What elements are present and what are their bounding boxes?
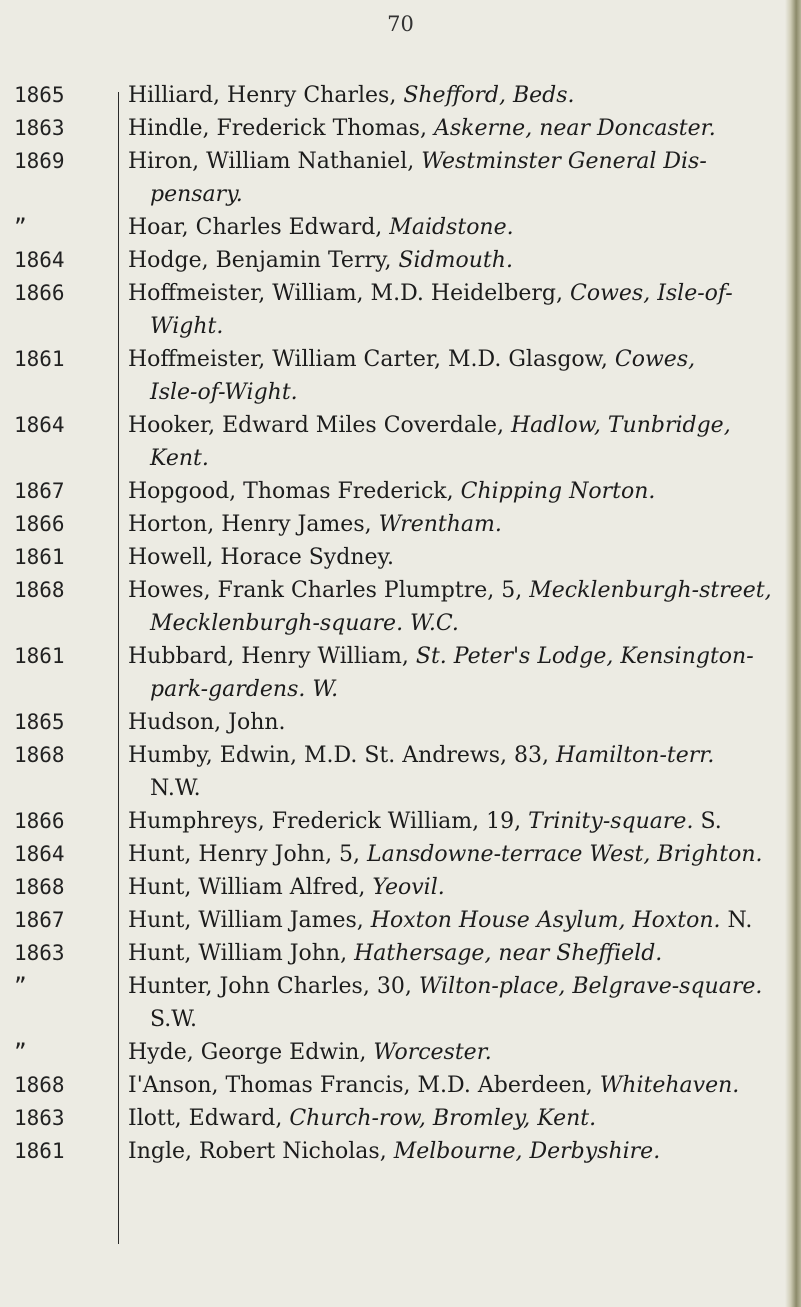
entry-text (112, 1102, 788, 1135)
entry-year: 1866 (14, 809, 65, 833)
entry-place: Church-row, Bromley, Kent. (289, 1106, 597, 1131)
entry-name: Hilliard, Henry Charles, (128, 83, 404, 108)
entry-text (112, 706, 788, 739)
entry-text (112, 475, 788, 508)
entry-year: 1868 (14, 578, 65, 602)
entry-text (112, 871, 788, 904)
entry-year: 1866 (14, 281, 65, 305)
entry-row (0, 1069, 790, 1102)
entry-name: Hunt, William Alfred, (128, 875, 373, 900)
entry-place: Cowes, Isle-of- (569, 281, 733, 306)
entry-text (112, 541, 788, 574)
entry-row (0, 574, 790, 640)
entry-continuation: Isle-of-Wight. (150, 380, 298, 405)
entry-row (0, 937, 790, 970)
entry-row (0, 409, 790, 475)
entry-year: 1867 (14, 908, 65, 932)
entry-row (0, 112, 790, 145)
entry-place: Hamilton-terr. (555, 743, 715, 768)
entry-place: Sidmouth. (398, 248, 513, 273)
entry-year: 1861 (14, 545, 65, 569)
entry-row (0, 211, 790, 244)
entry-place: Mecklenburgh-street, (529, 578, 772, 603)
entry-text (112, 838, 788, 871)
entry-tail: N. (720, 908, 753, 933)
entry-name: Hodge, Benjamin Terry, (128, 248, 399, 273)
entry-continuation: Kent. (150, 446, 209, 471)
entry-year: ” (14, 215, 27, 239)
entry-text (112, 244, 788, 277)
entry-name: Hunt, William John, (128, 941, 355, 966)
entry-row (0, 640, 790, 706)
entry-name: Humphreys, Frederick William, 19, (128, 809, 529, 834)
entry-text (112, 112, 788, 145)
entry-year: 1868 (14, 743, 65, 767)
entry-name: Humby, Edwin, M.D. St. Andrews, 83, (128, 743, 556, 768)
entry-text (112, 79, 788, 112)
entry-year: 1866 (14, 512, 65, 536)
entry-list (0, 79, 790, 1168)
entry-place: Wrentham. (378, 512, 502, 537)
entry-row (0, 343, 790, 409)
entry-row (0, 838, 790, 871)
entry-year: 1861 (14, 644, 65, 668)
entry-year: 1867 (14, 479, 65, 503)
entry-year: 1863 (14, 116, 65, 140)
entry-row (0, 739, 790, 805)
entry-year: 1861 (14, 347, 65, 371)
entry-text (112, 970, 788, 1036)
entry-year: 1865 (14, 710, 65, 734)
entry-name: Horton, Henry James, (128, 512, 379, 537)
entry-text (112, 508, 788, 541)
entry-text (112, 145, 788, 211)
entry-name: Hunt, William James, (128, 908, 371, 933)
entry-place: Hadlow, Tunbridge, (510, 413, 731, 438)
entry-text (112, 277, 788, 343)
entry-place: Cowes, (614, 347, 696, 372)
entry-name: Hudson, John. (128, 710, 286, 735)
entry-text (112, 409, 788, 475)
entry-text (112, 211, 788, 244)
entry-year: 1865 (14, 83, 65, 107)
entry-name: Hooker, Edward Miles Coverdale, (128, 413, 511, 438)
entry-text (112, 1135, 788, 1168)
entry-row (0, 79, 790, 112)
entry-year: 1863 (14, 941, 65, 965)
entry-name: Hindle, Frederick Thomas, (128, 116, 434, 141)
entry-row (0, 1102, 790, 1135)
entry-continuation: Mecklenburgh-square. W.C. (150, 611, 459, 636)
entry-year: 1863 (14, 1106, 65, 1130)
entry-text (112, 904, 788, 937)
entry-place: Hoxton House Asylum, Hoxton. (370, 908, 721, 933)
entry-place: Askerne, near Doncaster. (433, 116, 716, 141)
entry-continuation: S.W. (150, 1007, 198, 1032)
entry-text (112, 343, 788, 409)
entry-name: Ilott, Edward, (128, 1106, 290, 1131)
entry-place: Whitehaven. (599, 1073, 740, 1098)
entry-row (0, 970, 790, 1036)
entry-place: Chipping Norton. (460, 479, 656, 504)
entry-year: 1864 (14, 842, 65, 866)
entry-place: St. Peter's Lodge, Kensington- (415, 644, 754, 669)
entry-text (112, 805, 788, 838)
entry-name: Hoffmeister, William, M.D. Heidelberg, (128, 281, 570, 306)
entry-name: Hopgood, Thomas Frederick, (128, 479, 461, 504)
entry-row (0, 871, 790, 904)
entry-row (0, 541, 790, 574)
entry-year: 1861 (14, 1139, 65, 1163)
entry-row (0, 508, 790, 541)
entry-name: Hoffmeister, William Carter, M.D. Glasgow, (128, 347, 615, 372)
entry-name: Hoar, Charles Edward, (128, 215, 390, 240)
entry-year: 1864 (14, 413, 65, 437)
entry-year: 1864 (14, 248, 65, 272)
entry-place: Hathersage, near Sheffield. (354, 941, 663, 966)
entry-row (0, 1135, 790, 1168)
entry-year: 1869 (14, 149, 65, 173)
entry-row (0, 1036, 790, 1069)
entry-place: Trinity-square. (528, 809, 694, 834)
entry-name: Hyde, George Edwin, (128, 1040, 374, 1065)
entry-continuation: park-gardens. W. (150, 677, 339, 702)
page-number: 70 (387, 12, 414, 36)
entry-row (0, 277, 790, 343)
entry-row (0, 805, 790, 838)
entry-year: 1868 (14, 875, 65, 899)
entry-tail: S. (693, 809, 722, 834)
entry-place: Wilton-place, Belgrave-square. (418, 974, 763, 999)
entry-place: Maidstone. (389, 215, 514, 240)
entry-text (112, 937, 788, 970)
entry-place: Worcester. (373, 1040, 492, 1065)
entry-name: Howell, Horace Sydney. (128, 545, 395, 570)
entry-continuation: Wight. (150, 314, 224, 339)
entry-row (0, 244, 790, 277)
entry-name: Hiron, William Nathaniel, (128, 149, 422, 174)
entry-name: Ingle, Robert Nicholas, (128, 1139, 394, 1164)
entry-row (0, 145, 790, 211)
entry-text (112, 574, 788, 640)
entry-place: Melbourne, Derbyshire. (393, 1139, 661, 1164)
entry-text (112, 1036, 788, 1069)
entry-year: ” (14, 1040, 27, 1064)
entry-name: I'Anson, Thomas Francis, M.D. Aberdeen, (128, 1073, 600, 1098)
entry-row (0, 706, 790, 739)
entry-name: Howes, Frank Charles Plumptre, 5, (128, 578, 530, 603)
entry-year: 1868 (14, 1073, 65, 1097)
entry-continuation: N.W. (150, 776, 201, 801)
entry-name: Hunter, John Charles, 30, (128, 974, 419, 999)
entry-row (0, 904, 790, 937)
entry-year: ” (14, 974, 27, 998)
entry-place: Yeovil. (372, 875, 445, 900)
entry-place: Lansdowne-terrace West, Brighton. (367, 842, 763, 867)
entry-text (112, 640, 788, 706)
entry-row (0, 475, 790, 508)
entry-place: Westminster General Dis- (421, 149, 707, 174)
entry-name: Hubbard, Henry William, (128, 644, 416, 669)
entry-name: Hunt, Henry John, 5, (128, 842, 368, 867)
entry-text (112, 1069, 788, 1102)
entry-place: Shefford, Beds. (403, 83, 575, 108)
entry-text (112, 739, 788, 805)
entry-continuation: pensary. (150, 182, 243, 207)
